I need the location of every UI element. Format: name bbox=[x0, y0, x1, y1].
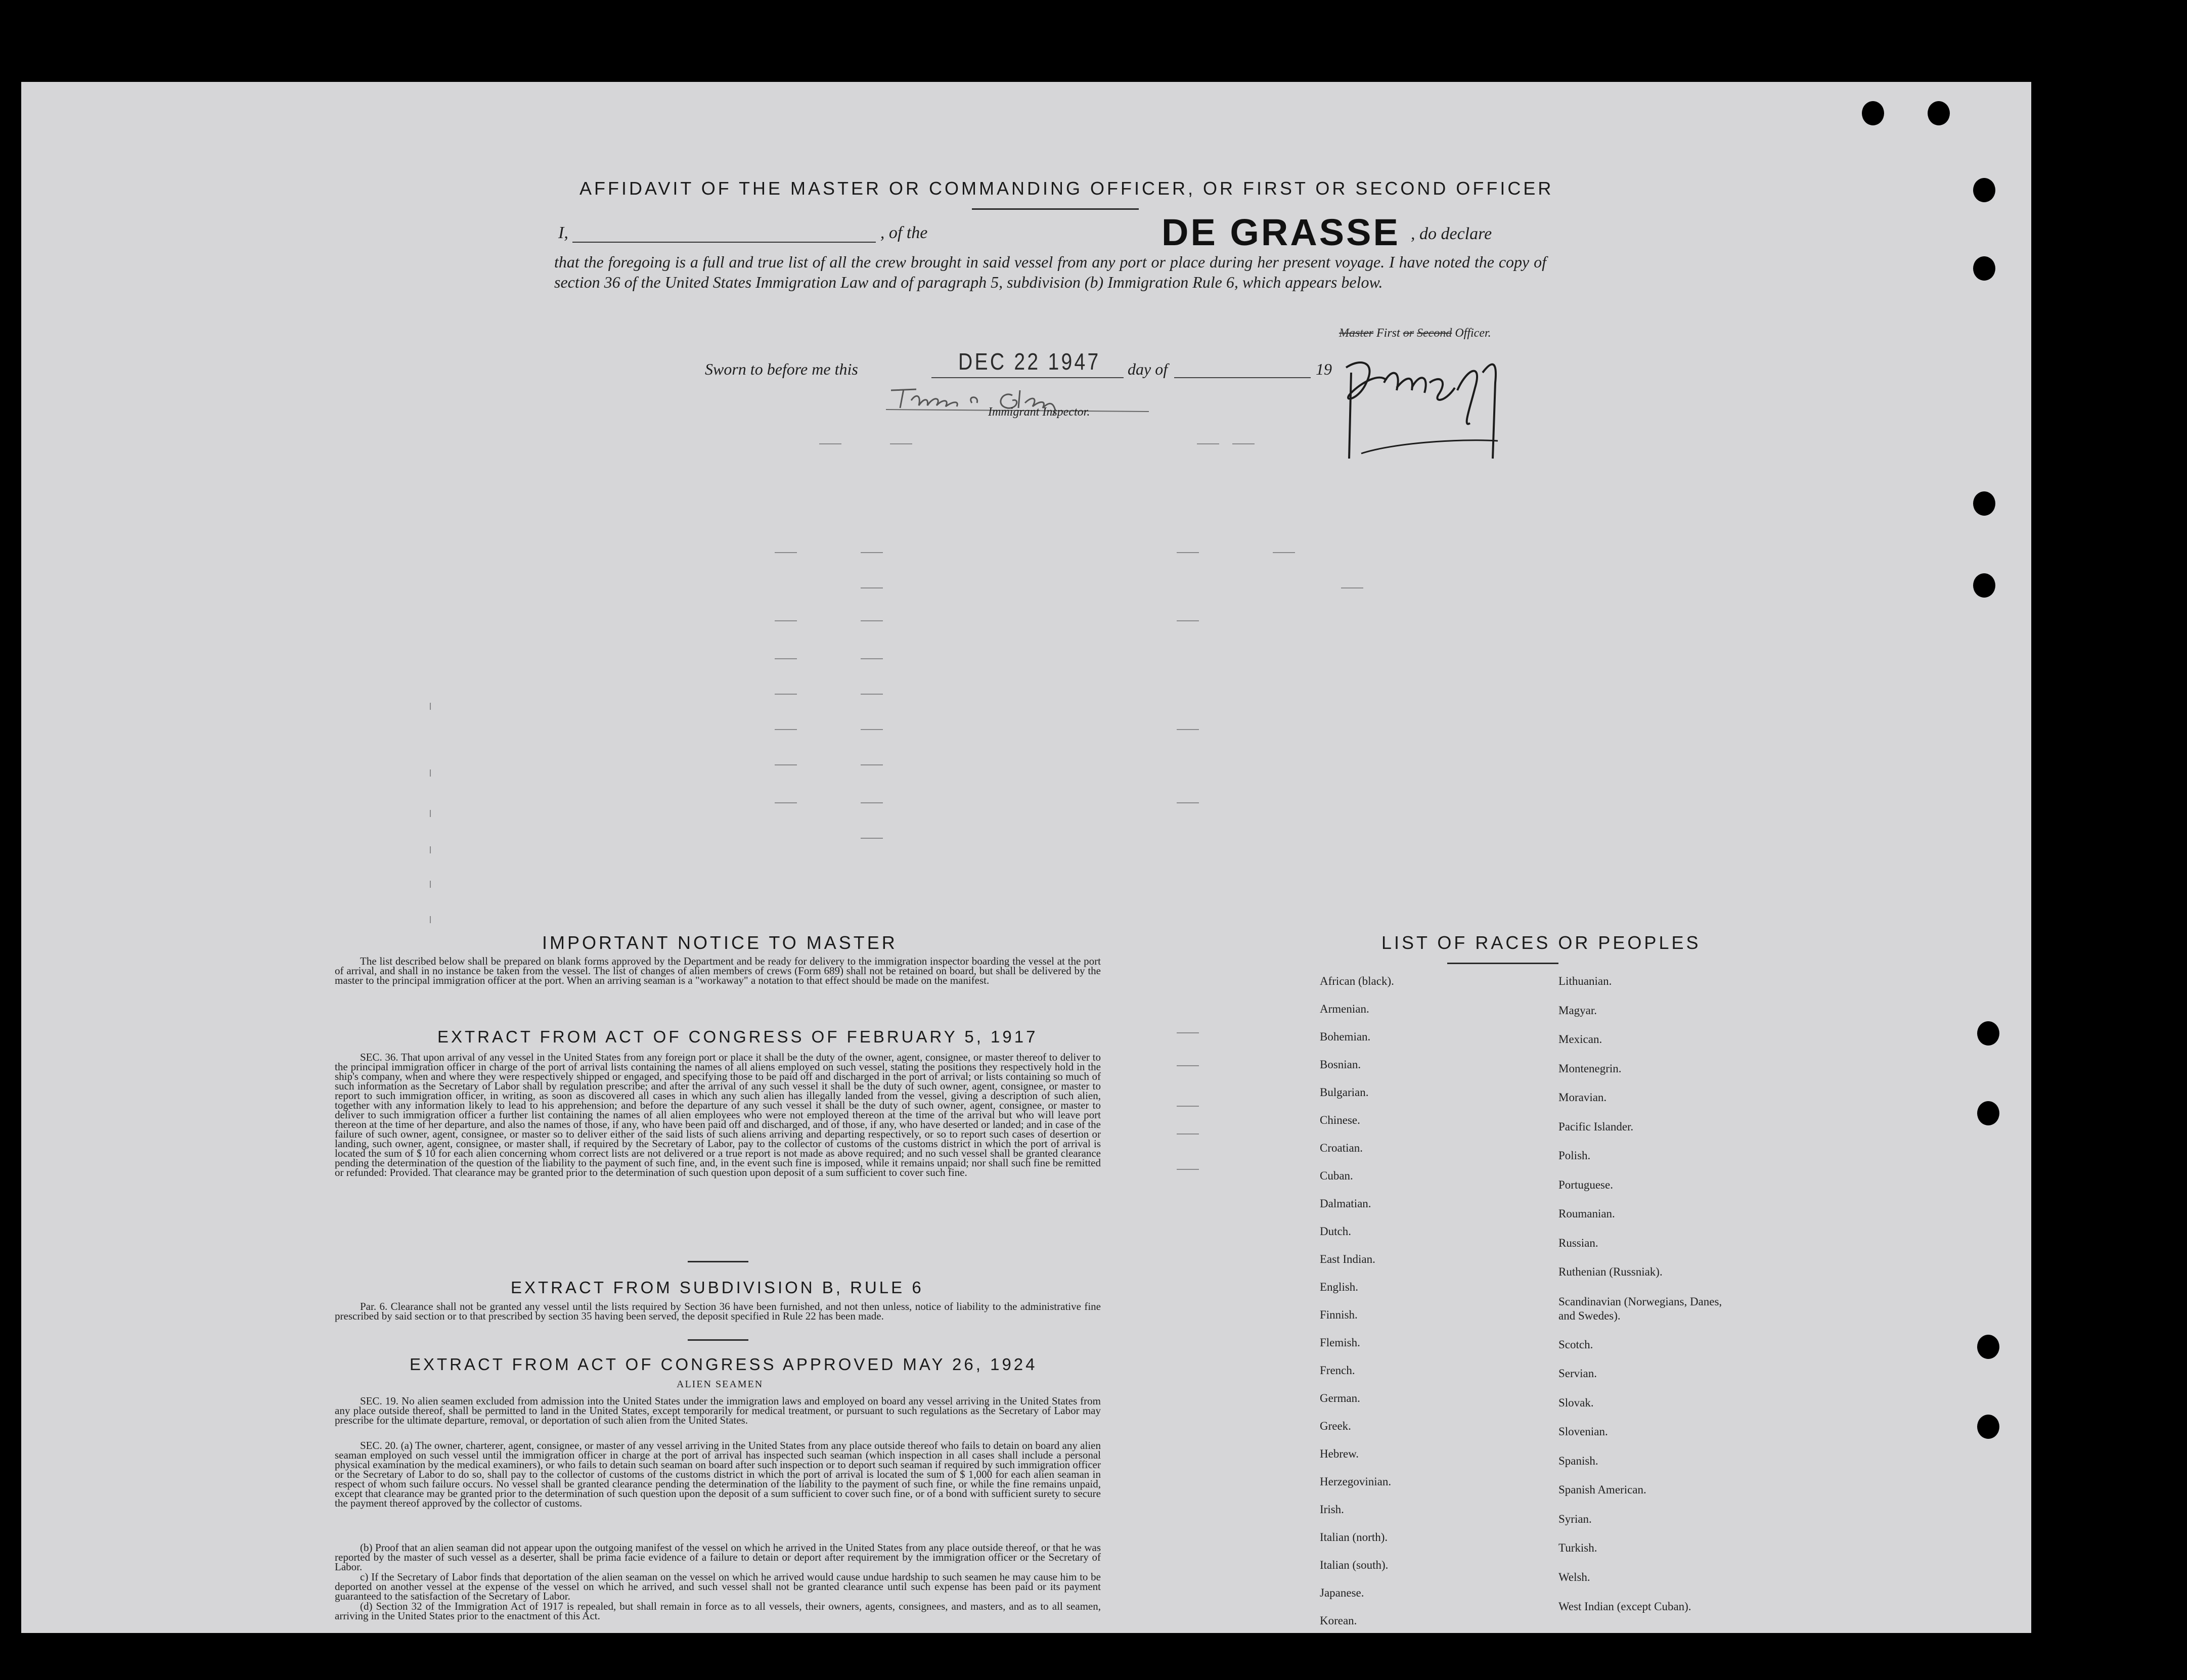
list-item: Herzegovinian. bbox=[1320, 1475, 1392, 1488]
master-struck: Master bbox=[1339, 327, 1373, 340]
list-item: Korean. bbox=[1320, 1614, 1357, 1627]
year-prefix: 19 bbox=[1316, 360, 1332, 378]
list-item: Hebrew. bbox=[1320, 1447, 1359, 1460]
blank-mark bbox=[1177, 729, 1199, 730]
extract-1924-sec20b: (b) Proof that an alien seaman did not appear upon the outgoing manifest of the vessel on which he arrived in the United States from any place outside thereof, or that he was reported by the master of such vessel as a deserter, shall be prima facie evidence of a failure to detain or deport after requirement by the immigration officer or the Secretary of Labor. bbox=[335, 1541, 1101, 1573]
list-item: Pacific Islander. bbox=[1558, 1120, 1634, 1133]
title-underline bbox=[972, 208, 1139, 210]
list-item: Russian. bbox=[1558, 1236, 1598, 1249]
declare-text: , do declare bbox=[1411, 224, 1492, 243]
list-item: Flemish. bbox=[1320, 1336, 1360, 1349]
extract-1924-sec20d: (d) Section 32 of the Immigration Act of 1917 is repealed, but shall remain in force as to all vessels, their owners, agents, consignees, and masters, and as to all seamen, arriving in the United States prior to the enactment of this Act. bbox=[335, 1600, 1101, 1622]
important-notice-text: The list described below shall be prepared on blank forms approved by the Department and be ready for delivery to the immigration inspector boarding the vessel at the port of arrival, and shall in no instance be taken from the vessel. The list of changes of alien members of crews (Form 689) shall not be retained on board, but shall be delivered by the master to the principal immigration officer at the port. When an arriving seaman is a "workaway" a notation to that effect should be made on the manifest. bbox=[335, 955, 1101, 986]
list-item: Turkish. bbox=[1558, 1541, 1597, 1554]
races-left-column bbox=[1320, 975, 1394, 1633]
extract-1924-title: EXTRACT FROM ACT OF CONGRESS APPROVED MAY 26, 1924 bbox=[410, 1355, 1038, 1374]
list-item: Croatian. bbox=[1320, 1142, 1363, 1154]
punch-hole-icon bbox=[1973, 573, 1995, 598]
blank-mark bbox=[775, 802, 797, 803]
blank-mark bbox=[775, 729, 797, 730]
date-stamp: DEC 22 1947 bbox=[958, 348, 1101, 375]
first-label: First bbox=[1376, 327, 1400, 340]
punch-hole-icon bbox=[1928, 101, 1950, 125]
blank-mark bbox=[1232, 443, 1255, 444]
blank-mark bbox=[819, 443, 841, 444]
punch-hole-icon bbox=[1973, 178, 1995, 202]
blank-mark bbox=[1177, 802, 1199, 803]
blank-mark bbox=[775, 620, 797, 621]
affidavit-title: AFFIDAVIT OF THE MASTER OR COMMANDING OFFICER, OR FIRST OR SECOND OFFICER bbox=[579, 178, 1554, 199]
sworn-text: Sworn to before me this bbox=[705, 360, 858, 378]
blank-mark bbox=[430, 769, 431, 777]
extract-1924-sec20c: c) If the Secretary of Labor finds that deportation of the alien seaman on the vessel on which he arrived would cause undue hardship to such seamen he may cause him to be deported on another vessel at the expense of the vessel on which he arrived, and such vessel shall not be granted clearance until such expense has been paid or its payment guaranteed to the satisfaction of the Secretary of Labor. bbox=[335, 1571, 1101, 1602]
list-item: Chinese. bbox=[1320, 1114, 1360, 1126]
punch-hole-icon bbox=[1973, 256, 1995, 281]
blank-mark bbox=[861, 764, 883, 765]
list-item: African (black). bbox=[1320, 975, 1394, 987]
list-item: Welsh. bbox=[1558, 1570, 1590, 1583]
blank-mark bbox=[430, 846, 431, 853]
list-item: Cuban. bbox=[1320, 1169, 1353, 1182]
blank-mark bbox=[1177, 1065, 1199, 1066]
list-item: Bulgarian. bbox=[1320, 1086, 1369, 1099]
punch-hole-icon bbox=[1977, 1415, 1999, 1439]
list-item: Servian. bbox=[1558, 1367, 1597, 1380]
blank-mark bbox=[890, 443, 912, 444]
list-item: Portuguese. bbox=[1558, 1178, 1613, 1191]
section-divider bbox=[688, 1339, 748, 1341]
list-item: French. bbox=[1320, 1364, 1355, 1377]
or-struck: or bbox=[1403, 327, 1414, 340]
blank-mark bbox=[861, 587, 883, 588]
list-item: Spanish American. bbox=[1558, 1483, 1646, 1496]
form-sheet bbox=[21, 82, 2031, 1633]
extract-rule6-title: EXTRACT FROM SUBDIVISION B, RULE 6 bbox=[511, 1278, 924, 1297]
list-item: English. bbox=[1320, 1281, 1359, 1293]
blank-mark bbox=[775, 552, 797, 553]
list-item: Dalmatian. bbox=[1320, 1197, 1371, 1210]
list-item: Japanese. bbox=[1320, 1586, 1364, 1599]
declarant-i: I, bbox=[558, 223, 568, 242]
list-item: Irish. bbox=[1320, 1503, 1344, 1516]
important-notice-title: IMPORTANT NOTICE TO MASTER bbox=[542, 932, 898, 953]
blank-mark bbox=[861, 729, 883, 730]
races-right-column bbox=[1558, 975, 1740, 1630]
blank-mark bbox=[775, 694, 797, 695]
list-item: Polish. bbox=[1558, 1149, 1591, 1162]
month-line bbox=[1174, 377, 1311, 378]
list-item: Finnish. bbox=[1320, 1308, 1358, 1321]
blank-mark bbox=[861, 802, 883, 803]
punch-hole-icon bbox=[1977, 1335, 1999, 1359]
list-item: Roumanian. bbox=[1558, 1207, 1615, 1220]
second-struck: Second bbox=[1417, 327, 1452, 340]
list-item: Ruthenian (Russniak). bbox=[1558, 1265, 1663, 1278]
blank-mark bbox=[430, 703, 431, 710]
list-item: West Indian (except Cuban). bbox=[1558, 1600, 1691, 1613]
list-item: East Indian. bbox=[1320, 1253, 1375, 1265]
list-item: Bosnian. bbox=[1320, 1058, 1361, 1071]
blank-mark bbox=[775, 658, 797, 659]
blank-mark bbox=[1177, 620, 1199, 621]
list-item: Montenegrin. bbox=[1558, 1062, 1622, 1075]
list-item: Moravian. bbox=[1558, 1091, 1607, 1104]
blank-mark bbox=[1273, 552, 1295, 553]
list-item: Spanish. bbox=[1558, 1454, 1598, 1467]
punch-hole-icon bbox=[1862, 101, 1884, 125]
affidavit-declaration-line bbox=[558, 223, 1549, 243]
blank-mark bbox=[861, 694, 883, 695]
blank-mark bbox=[861, 552, 883, 553]
list-item: Slovak. bbox=[1558, 1396, 1594, 1409]
blank-mark bbox=[861, 658, 883, 659]
vessel-name: DE GRASSE bbox=[1162, 211, 1400, 253]
blank-mark bbox=[861, 620, 883, 621]
list-item: Magyar. bbox=[1558, 1004, 1597, 1017]
officer-signature bbox=[1331, 352, 1543, 469]
blank-mark bbox=[430, 810, 431, 817]
of-the-text: , of the bbox=[880, 223, 928, 242]
list-item: Syrian. bbox=[1558, 1512, 1592, 1525]
list-item: Greek. bbox=[1320, 1420, 1351, 1432]
punch-hole-icon bbox=[1977, 1021, 1999, 1046]
blank-mark bbox=[1177, 1169, 1199, 1170]
extract-1917-text: SEC. 36. That upon arrival of any vessel in the United States from any foreign port or place it shall be the duty of the owner, agent, consignee, or master thereof to deliver to the principal immigration officer in charge of the port of arrival lists containing the names of all aliens employed on such vessel, stating the positions they respectively hold in the ship's company, when and where they were respectively shipped or engaged, and specifying those to be paid off and discharged in the port of arrival; or lists containing so much of such information as the Secretary of Labor shall by regulation prescribe; and after the arrival of any such vessel it shall be the duty of such owner, agent, consignee, or master to report to such immigration officer, in writing, as soon as discovered all cases in which any such alien has illegally landed from the vessel, giving a description of such alien, together with any information likely to lead to his apprehension; and before the departure of any such vessel it shall be the duty of such owner, agent, consignee, or master to deliver to such immigration officer a further list containing the names of all alien employees who were not employed thereon at the time of the arrival but who will leave port thereon at the time of her departure, and also the names of those, if any, who have been paid off and discharged, and of those, if any, who have deserted or landed; and in case of the failure of such owner, agent, consignee, or master so to deliver either of the said lists of such aliens arriving and departing respectively, or so to report such cases of desertion or landing, such owner, agent, consignee, or master shall, if required by the Secretary of Labor, pay to the collector of customs of the customs district in which the port of arrival is located the sum of $ 10 for each alien concerning whom correct lists are not delivered or a true report is not made as above required; and no such vessel shall be granted clearance pending the determination of the question of the liability to the payment of such fine, and, in the event such fine is imposed, while it remains unpaid; nor shall such fine be remitted or refunded: Provided. That clearance may be granted prior to the determination of such question upon deposit of a sum sufficient to cover such fine. bbox=[335, 1051, 1101, 1178]
officer-label: Officer. bbox=[1455, 327, 1491, 340]
list-item: Lithuanian. bbox=[1558, 975, 1612, 987]
blank-mark bbox=[1177, 1133, 1199, 1134]
extract-rule6-text: Par. 6. Clearance shall not be granted any vessel until the lists required by Section 36 have been furnished, and not then unless, notice of liability to the administrative fine prescribed by said section or to that prescribed by section 35 having been served, the deposit specified in Rule 22 has been made. bbox=[335, 1300, 1101, 1322]
day-of-text: day of bbox=[1128, 360, 1168, 378]
blank-mark bbox=[1177, 552, 1199, 553]
list-item: Mexican. bbox=[1558, 1033, 1602, 1046]
extract-1924-sec20a: SEC. 20. (a) The owner, charterer, agent, consignee, or master of any vessel arriving in the United States from any place outside thereof who fails to detain on board any alien seaman employed on such vessel until the immigration officer in charge at the port of arrival has inspected such seaman (which inspection in all cases shall include a personal physical examination by the medical examiners), or who fails to detain such seaman on board after such inspection or to deport such seaman if required by such immigration officer or the Secretary of Labor to do so, shall pay to the collector of customs of the customs district in which the port of arrival is located the sum of $ 1,000 for each alien seaman in respect of whom such failure occurs. No vessel shall be granted clearance pending the determination of the liability to the payment of such fine, or while the fine remains unpaid, except that clearance may be granted prior to the determination of such question upon the deposit of a sum sufficient to cover such fine, or of a bond with sufficient surety to secure the payment thereof approved by the collector of customs. bbox=[335, 1439, 1101, 1509]
list-item: Slovenian. bbox=[1558, 1425, 1608, 1438]
officer-name-blank bbox=[572, 225, 876, 243]
punch-hole-icon bbox=[1973, 491, 1995, 516]
list-item: Italian (south). bbox=[1320, 1559, 1389, 1571]
extract-1924-sec19: SEC. 19. No alien seamen excluded from admission into the United States under the immigration laws and employed on board any vessel arriving in the United States from any place outside thereof, shall be permitted to land in the United States, except temporarily for medical treatment, or pursuant to such regulations as the Secretary of Labor may prescribe for the ultimate departure, removal, or deportation of such alien from the United States. bbox=[335, 1395, 1101, 1426]
races-title: LIST OF RACES OR PEOPLES bbox=[1381, 932, 1701, 953]
punch-hole-icon bbox=[1977, 1101, 1999, 1125]
blank-mark bbox=[1341, 587, 1363, 588]
list-item: German. bbox=[1320, 1392, 1360, 1404]
blank-mark bbox=[430, 881, 431, 888]
blank-mark bbox=[1197, 443, 1219, 444]
list-item: Armenian. bbox=[1320, 1003, 1369, 1015]
list-item: Italian (north). bbox=[1320, 1531, 1388, 1543]
alien-seamen-subtitle: ALIEN SEAMEN bbox=[677, 1379, 764, 1390]
blank-mark bbox=[775, 764, 797, 765]
list-item: Dutch. bbox=[1320, 1225, 1351, 1238]
list-item: Scandinavian (Norwegians, Danes, and Swedes). bbox=[1558, 1295, 1722, 1322]
sworn-date-line bbox=[931, 377, 1124, 378]
list-item: Scotch. bbox=[1558, 1338, 1593, 1351]
list-item: Bohemian. bbox=[1320, 1030, 1371, 1043]
blank-mark bbox=[430, 916, 431, 923]
affidavit-body: that the foregoing is a full and true list of all the crew brought in said vessel from any port or place during her present voyage. I have noted the copy of section 36 of the United States Immigration Law and of paragraph 5, subdivision (b) Immigration Rule 6, which appears below. bbox=[554, 253, 1546, 291]
officer-title-label bbox=[1339, 327, 1491, 340]
blank-mark bbox=[1177, 1032, 1199, 1033]
blank-mark bbox=[1177, 1106, 1199, 1107]
extract-1917-title: EXTRACT FROM ACT OF CONGRESS OF FEBRUARY 5, 1917 bbox=[437, 1027, 1038, 1046]
races-title-underline bbox=[1447, 963, 1558, 964]
inspector-label: Immigrant Inspector. bbox=[988, 405, 1090, 419]
blank-mark bbox=[861, 838, 883, 839]
section-divider bbox=[688, 1261, 748, 1262]
